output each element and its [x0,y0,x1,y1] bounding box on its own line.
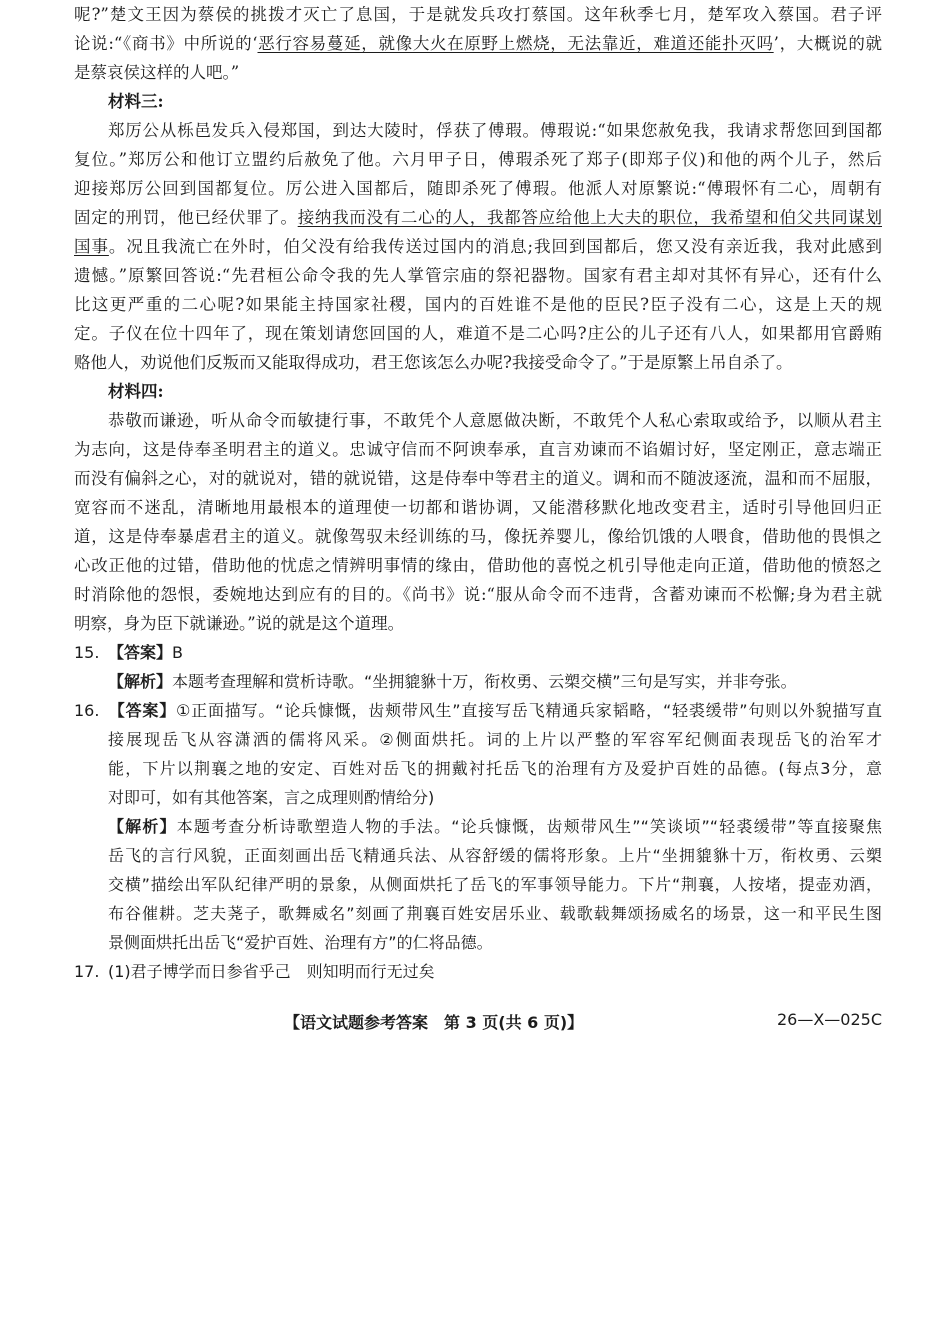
material4-line: 明察，身为臣下就谦逊。”说的就是这个道理。 [74,614,405,633]
q16-explanation-line: 岳飞的言行风貌，正面刻画出岳飞精通兵法、从容舒缓的儒将形象。上片“坐拥貔貅十万，衔枚勇、云槊 [108,846,882,865]
explanation-tag: 【解析】 [108,817,177,836]
material3-line [74,203,882,232]
q15-explanation [74,667,882,696]
question-number: 16. [74,701,100,720]
material3-line: 郑厉公从栎邑发兵入侵郑国，到达大陵时，俘获了傅瑕。傅瑕说:“如果您赦免我，我请求帮您回到国都 [108,121,882,140]
explanation-text: 本题考查分析诗歌塑造人物的手法。“论兵慷慨，齿颊带风生”“笑谈顷”“轻裘缓带”等直接聚焦 [176,817,882,836]
material4-line: 恭敬而谦逊，听从命令而敏捷行事，不敢凭个人意愿做决断，不敢凭个人私心索取或给予，以顺从君主 [108,411,882,430]
material4-line: 宽容而不迷乱，清晰地用最根本的道理使一切都和谐协调，又能潜移默化地改变君主，适时引导他回归正 [74,498,882,517]
underlined-text: 接纳我而没有二心的人，我都答应给他上大夫的职位，我希望和伯父共同谋划 [297,208,882,227]
material3-line: 复位。”郑厉公和他订立盟约后赦免了他。六月甲子日，傅瑕杀死了郑子(即郑子仪)和他的两个儿子，然后 [74,150,882,169]
q16-explanation-line: 交横”描绘出军队纪律严明的景象，从侧面烘托了岳飞的军事领导能力。下片“荆襄，人按堵，提壶劝酒， [108,875,882,894]
q16-explanation-line [74,812,882,841]
text-run: 论说:“《商书》中所说的‘ [74,34,258,53]
question-number: 17. [74,962,100,981]
text-run: ’，大概说的就 [773,34,882,53]
material3-line: 比这更严重的二心呢?如果能主持国家社稷，国内的百姓谁不是他的臣民?臣子没有二心，这是上天的规 [74,295,882,314]
page-footer [74,1010,882,1038]
answer-page [74,0,882,1032]
material4-line: 为志向，这是侍奉圣明君主的道义。忠诚守信而不阿谀奉承，直言劝谏而不谄媚讨好，坚定刚正，意志端正 [74,440,882,459]
underlined-text: 恶行容易蔓延，就像大火在原野上燃烧，无法靠近，难道还能扑灭吗 [257,34,774,53]
material4-line: 而没有偏斜之心，对的就说对，错的就说错，这是侍奉中等君主的道义。调和而不随波逐流，温和而不屈服， [74,469,882,488]
answer-tag: 【答案】 [108,643,173,662]
material3-heading: 材料三: [108,92,164,111]
text-run: 固定的刑罚，他已经伏罪了。 [74,208,298,227]
material4-heading: 材料四: [108,382,164,401]
material4-line: 心改正他的过错，借助他的忧虑之情辨明事情的缘由，借助他的喜悦之机引导他走向正道，借助他的愤怒之 [74,556,882,575]
answer-tag: 【答案】 [108,701,177,720]
q16-explanation-line: 布谷催耕。芝夫荛子，歌舞威名”刻画了荆襄百姓安居乐业、载歌载舞颂扬威名的场景，这一和平民生图 [108,904,882,923]
paper-code: 26—X—025C [776,1010,882,1029]
answer-text: (1)君子博学而日参省乎己 则知明而行无过矣 [108,962,435,981]
material3-line: 迎接郑厉公回到国都复位。厉公进入国都后，随即杀死了傅瑕。他派人对原繁说:“傅瑕怀有二心，周朝有 [74,179,882,198]
text-run: 。况且我流亡在外时，伯父没有给我传送过国内的消息;我回到国都后，您又没有亲近我，我对此感到 [108,237,882,256]
q17-answer [74,957,882,986]
material3-line [74,232,882,261]
footer-title: 【语文试题参考答案 第 3 页(共 6 页)】 [284,1013,584,1032]
q15-answer [74,638,882,667]
material2-line [74,29,882,58]
explanation-text: 本题考查理解和赏析诗歌。“坐拥貔貅十万，衔枚勇、云槊交横”三句是写实，并非夸张。 [172,672,797,691]
material2-line: 呢?”楚文王因为蔡侯的挑拨才灭亡了息国，于是就发兵攻打蔡国。这年秋季七月，楚军攻入蔡国。君子评 [74,5,882,24]
material4-line: 道，这是侍奉暴虐君主的道义。就像驾驭未经训练的马，像抚养婴儿，像给饥饿的人喂食，借助他的畏惧之 [74,527,882,546]
q16-answer-line: 对即可，如有其他答案，言之成理则酌情给分) [108,788,435,807]
answer-value: B [172,643,183,662]
underlined-text: 国事 [74,237,109,256]
material2-line: 是蔡哀侯这样的人吧。” [74,63,240,82]
material3-line: 赂他人，劝说他们反叛而又能取得成功，君王您该怎么办呢?我接受命令了。”于是原繁上吊自杀了。 [74,353,793,372]
explanation-tag: 【解析】 [108,672,173,691]
material4-line: 时消除他的怨恨，委婉地达到应有的目的。《尚书》说:“服从命令而不违背，含蓄劝谏而不松懈;身为君主就 [74,585,882,604]
answer-text: ①正面描写。“论兵慷慨，齿颊带风生”直接写岳飞精通兵家韬略，“轻裘缓带”句则以外貌描写直 [176,701,882,720]
question-number: 15. [74,643,100,662]
q16-answer-line: 接展现岳飞从容潇洒的儒将风采。②侧面烘托。词的上片以严整的军容军纪侧面表现岳飞的治军才 [108,730,882,749]
material3-line: 定。子仪在位十四年了，现在策划请您回国的人，难道不是二心吗?庄公的儿子还有八人，如果都用官爵贿 [74,324,882,343]
q16-answer-line: 能，下片以荆襄之地的安定、百姓对岳飞的拥戴衬托岳飞的治理有方及爱护百姓的品德。(每点3分，意 [108,759,882,778]
q16-explanation-line: 景侧面烘托出岳飞“爱护百姓、治理有方”的仁将品德。 [108,933,493,952]
material3-line: 遗憾。”原繁回答说:“先君桓公命令我的先人掌管宗庙的祭祀器物。国家有君主却对其怀有异心，还有什么 [74,266,882,285]
q16-answer-line [74,696,882,725]
